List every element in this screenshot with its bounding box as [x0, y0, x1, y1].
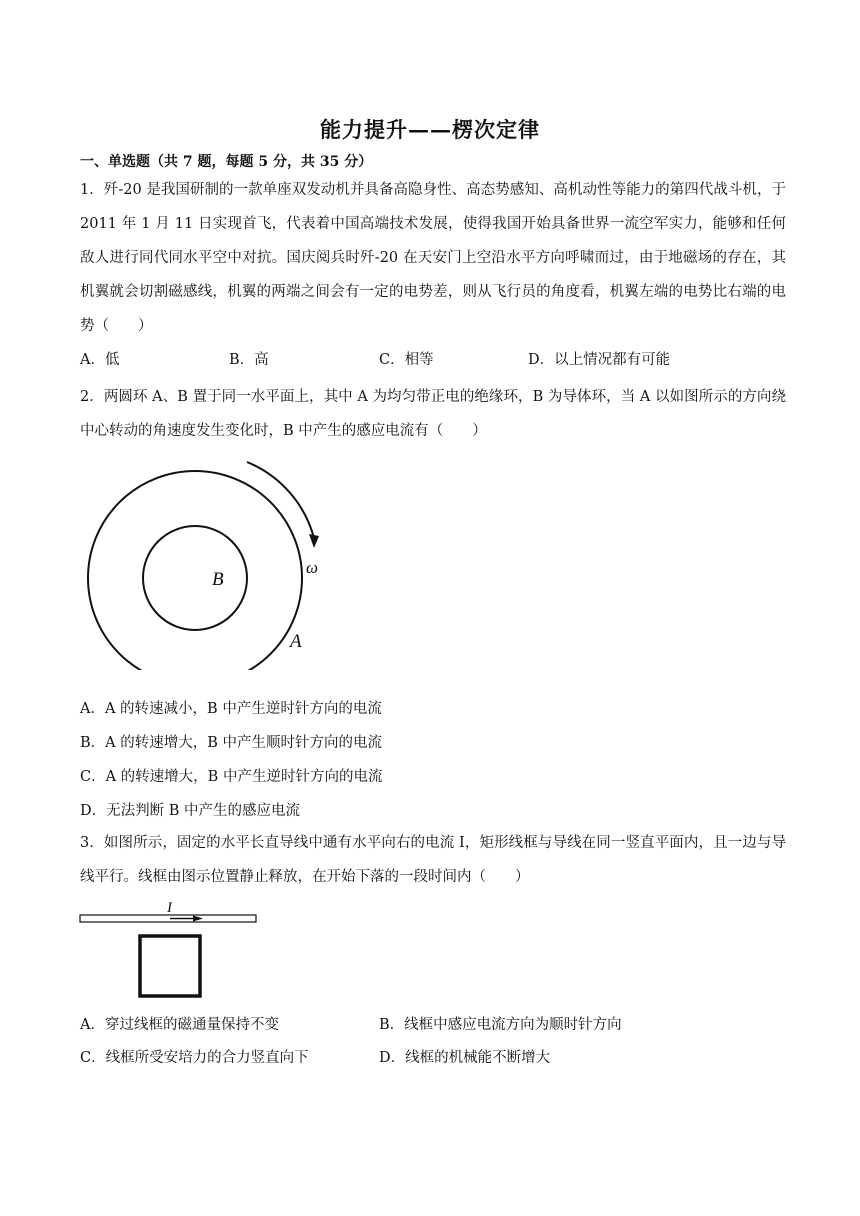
q3-option-d: D．线框的机械能不断增大	[379, 1050, 551, 1066]
q2-option-c: C．A 的转速增大，B 中产生逆时针方向的电流	[80, 769, 383, 785]
wire-frame-figure	[78, 896, 263, 1002]
q1-option-b: B．高	[229, 352, 269, 368]
q3-option-a: A．穿过线框的磁通量保持不变	[80, 1017, 279, 1033]
question-1-stem: 1．歼-20 是我国研制的一款单座双发动机并具备高隐身性、高态势感知、高机动性等能力的第四代战斗机，于 2011 年 1 月 11 日实现首飞，代表着中国高端技术发展，使得我国开始具备世界一流空军实力，能够和任何敌人进行同代同水平空中对抗。国庆阅兵时歼-20 在天安门上空沿水平方向呼啸而过，由于地磁场的存在，其机翼就会切割磁感线，机翼的两端之间会有一定的电势差，则从飞行员的角度看，机翼左端的电势比右端的电势（ ）	[80, 182, 786, 334]
q2-option-a: A．A 的转速减小，B 中产生逆时针方向的电流	[80, 701, 382, 717]
rotation-arrow	[247, 462, 314, 538]
q1-option-d: D．以上情况都有可能	[528, 352, 671, 368]
ring-b	[143, 526, 247, 630]
q3-option-c: C．线框所受安培力的合力竖直向下	[80, 1050, 309, 1066]
long-wire	[80, 915, 256, 922]
current-arrowhead	[193, 916, 203, 922]
label-b: B	[212, 569, 224, 590]
label-a: A	[290, 631, 302, 652]
question-3-stem: 3．如图所示，固定的水平长直导线中通有水平向右的电流 I，矩形线框与导线在同一竖直平面内，且一边与导线平行。线框由图示位置静止释放，在开始下落的一段时间内（ ）	[80, 835, 786, 885]
page-title: 能力提升——楞次定律	[320, 117, 540, 142]
q2-option-d: D．无法判断 B 中产生的感应电流	[80, 803, 300, 819]
question-2-stem: 2．两圆环 A、B 置于同一水平面上，其中 A 为均匀带正电的绝缘环，B 为导体环，当 A 以如图所示的方向绕中心转动的角速度发生变化时，B 中产生的感应电流有（ ）	[80, 389, 786, 439]
section-heading: 一、单选题（共 7 题，每题 5 分，共 35 分）	[80, 154, 373, 170]
ring-a	[88, 471, 302, 670]
label-current: I	[167, 900, 172, 916]
q3-option-b: B．线框中感应电流方向为顺时针方向	[379, 1017, 622, 1033]
square-coil	[140, 936, 200, 996]
q1-option-c: C．相等	[379, 352, 434, 368]
q1-option-a: A．低	[80, 352, 120, 368]
rings-figure	[85, 450, 345, 670]
q2-option-b: B．A 的转速增大，B 中产生顺时针方向的电流	[80, 735, 382, 751]
rotation-arrowhead	[309, 534, 319, 548]
label-omega: ω	[306, 558, 319, 577]
